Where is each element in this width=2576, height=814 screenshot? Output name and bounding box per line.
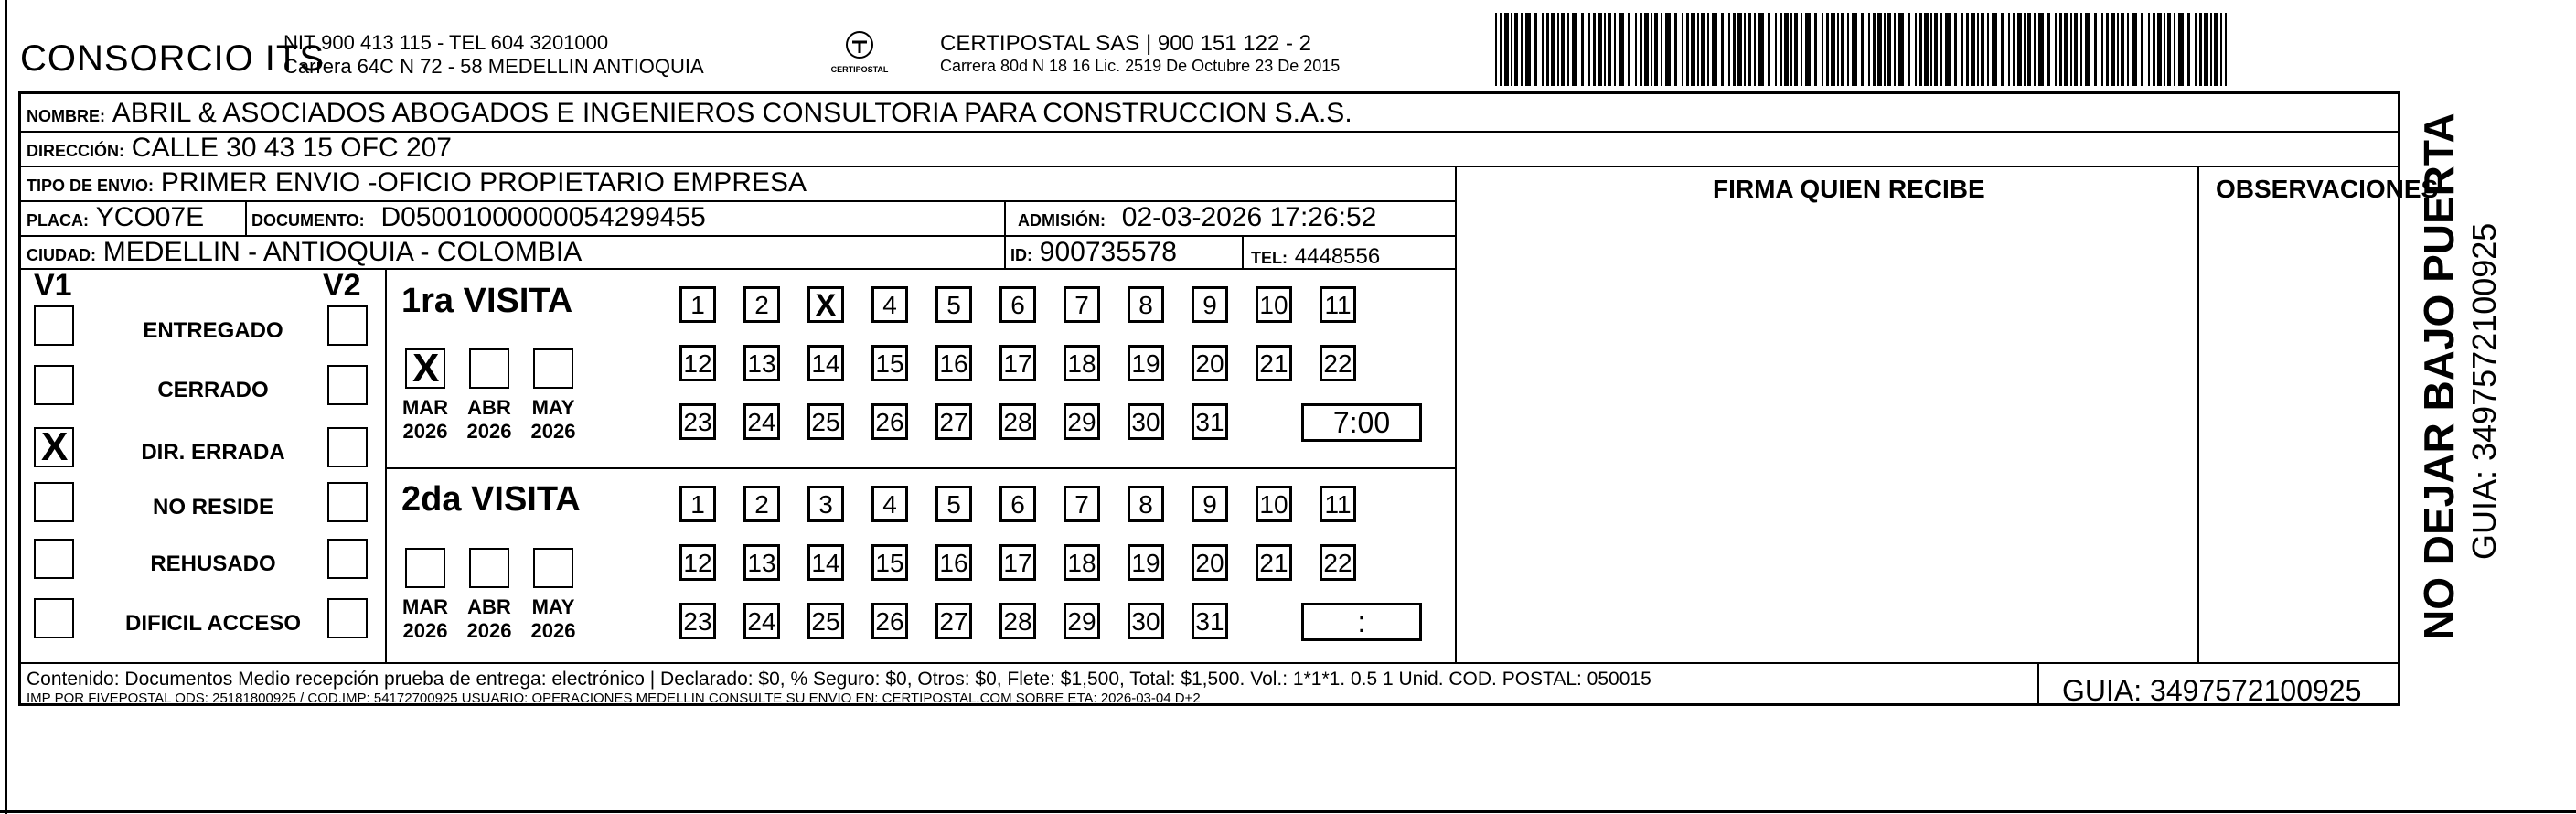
- barcode-bar: [2064, 13, 2068, 86]
- barcode-bar: [1551, 13, 1555, 86]
- barcode-bar: [1619, 13, 1624, 86]
- direccion-row: [27, 133, 452, 164]
- month-year-label: [462, 396, 517, 444]
- v2-checkbox[interactable]: [327, 305, 368, 346]
- carrier-logo: [823, 29, 896, 74]
- barcode-bar: [1758, 13, 1764, 86]
- barcode-bar: [1728, 13, 1730, 86]
- barcode-bar: [1930, 13, 1932, 86]
- barcode-bar: [1748, 13, 1751, 86]
- nombre-value: ABRIL & ASOCIADOS ABOGADOS E INGENIEROS CONSULTORIA PARA CONSTRUCCION S.A.S.: [112, 98, 1352, 128]
- barcode-bar: [1784, 13, 1789, 86]
- day-box[interactable]: 13: [743, 345, 780, 381]
- day-box[interactable]: 26: [871, 603, 908, 639]
- carrier-logo-icon: [841, 29, 878, 60]
- barcode-bar: [1614, 13, 1616, 86]
- admision-value: 02-03-2026 17:26:52: [1121, 202, 1377, 232]
- barcode-bar: [1790, 13, 1792, 86]
- barcode-bar: [2094, 13, 2097, 86]
- barcode-bar: [1801, 13, 1802, 86]
- day-box[interactable]: 16: [935, 544, 972, 581]
- day-box[interactable]: 23: [679, 603, 716, 639]
- day-box[interactable]: 5: [935, 286, 972, 323]
- barcode-bar: [1754, 13, 1756, 86]
- barcode-bar: [1504, 13, 1509, 86]
- day-box[interactable]: 9: [1192, 486, 1228, 522]
- v1-checkbox[interactable]: [34, 365, 74, 405]
- day-box[interactable]: 2: [743, 486, 780, 522]
- year-label: 2026: [466, 420, 512, 443]
- barcode-bar: [1697, 13, 1699, 86]
- day-box[interactable]: 18: [1064, 345, 1100, 381]
- barcode-bar: [2106, 13, 2109, 86]
- barcode-bar: [1954, 13, 1957, 86]
- day-box[interactable]: 22: [1320, 345, 1356, 381]
- day-box[interactable]: 26: [871, 403, 908, 440]
- day-box[interactable]: 5: [935, 486, 972, 522]
- placa-value: YCO07E: [95, 202, 205, 232]
- status-label: DIFICIL ACCESO: [124, 611, 301, 636]
- day-box[interactable]: 22: [1320, 544, 1356, 581]
- documento-label: DOCUMENTO:: [251, 211, 365, 230]
- barcode-bar: [1971, 13, 1975, 86]
- day-box[interactable]: 31: [1192, 603, 1228, 639]
- barcode-bar: [2178, 13, 2184, 86]
- direccion-value: CALLE 30 43 15 OFC 207: [131, 133, 452, 163]
- barcode-bar: [1841, 13, 1844, 86]
- barcode-bar: [2174, 13, 2175, 86]
- barcode-image: [1495, 13, 2227, 86]
- barcode-bar: [1608, 13, 1611, 86]
- day-box[interactable]: 28: [999, 603, 1036, 639]
- day-box[interactable]: 10: [1256, 286, 1292, 323]
- barcode-bar: [2001, 13, 2004, 86]
- barcode-bar: [2034, 13, 2036, 86]
- documento-value: D05001000000054299455: [380, 202, 706, 232]
- day-box[interactable]: 23: [679, 403, 716, 440]
- footer-guia: GUIA: 3497572100925: [2062, 674, 2362, 707]
- month-label: MAY: [531, 396, 575, 419]
- barcode-bar: [2153, 13, 2155, 86]
- second-visit-title: 2da VISITA: [401, 480, 581, 519]
- day-box[interactable]: 21: [1256, 544, 1292, 581]
- month-checkbox[interactable]: [533, 548, 573, 588]
- day-box[interactable]: 17: [999, 544, 1036, 581]
- barcode-bar: [1628, 13, 1630, 86]
- day-box[interactable]: 3: [807, 486, 844, 522]
- id-label: ID:: [1010, 246, 1032, 264]
- year-label: 2026: [530, 619, 576, 642]
- status-label: DIR. ERRADA: [141, 440, 285, 465]
- barcode-bar: [1814, 13, 1817, 86]
- barcode-bar: [1546, 13, 1549, 86]
- barcode-bar: [2017, 13, 2022, 86]
- day-box[interactable]: 6: [999, 286, 1036, 323]
- day-box[interactable]: 24: [743, 603, 780, 639]
- visit-time-box[interactable]: 7:00: [1301, 403, 1422, 442]
- barcode-bar: [1780, 13, 1782, 86]
- barcode-bar: [1873, 13, 1876, 86]
- day-box[interactable]: 11: [1320, 286, 1356, 323]
- barcode-bar: [2101, 13, 2103, 86]
- barcode-bar: [1894, 13, 1896, 86]
- ciudad-label: CIUDAD:: [27, 246, 96, 264]
- day-box[interactable]: 10: [1256, 486, 1292, 522]
- barcode-bar: [2027, 13, 2031, 86]
- barcode-bar: [1861, 13, 1864, 86]
- year-label: 2026: [402, 420, 448, 443]
- month-label: ABR: [467, 595, 511, 618]
- v2-label: V2: [323, 268, 361, 303]
- barcode-bar: [2074, 13, 2078, 86]
- imp-text: IMP POR FIVEPOSTAL ODS: 25181800925 / COD.IMP: 54172700925 USUARIO: OPERACIONES MEDELLIN CONSULTE SU ENVIO EN: CERTIPOSTAL.COM SOBRE ETA: 2026-03-04 D+2: [27, 691, 1201, 706]
- day-box[interactable]: 7: [1064, 486, 1100, 522]
- v1-checkbox[interactable]: [34, 305, 74, 346]
- day-box[interactable]: 8: [1128, 286, 1164, 323]
- day-box[interactable]: 19: [1128, 345, 1164, 381]
- ciudad-cell: [27, 237, 582, 268]
- ciudad-value: MEDELLIN - ANTIOQUIA - COLOMBIA: [102, 237, 583, 267]
- day-box[interactable]: 27: [935, 403, 972, 440]
- status-label: REHUSADO: [150, 552, 276, 576]
- v1-check-mark: X: [41, 424, 69, 469]
- admision-label: ADMISIÓN:: [1018, 211, 1106, 230]
- v2-checkbox[interactable]: [327, 598, 368, 638]
- year-label: 2026: [530, 420, 576, 443]
- barcode-bar: [2132, 13, 2137, 86]
- barcode-bar: [1581, 13, 1584, 86]
- barcode-bar: [1775, 13, 1777, 86]
- admision-cell: [1018, 202, 1376, 233]
- v2-checkbox[interactable]: [327, 482, 368, 522]
- barcode-bar: [1945, 13, 1951, 86]
- barcode-bar: [1737, 13, 1742, 86]
- barcode-bar: [1514, 13, 1518, 86]
- barcode-bar: [2055, 13, 2057, 86]
- observaciones-label: OBSERVACIONES: [2216, 175, 2439, 203]
- barcode-bar: [2127, 13, 2129, 86]
- page-left-border: [5, 0, 7, 814]
- barcode-bar: [2070, 13, 2072, 86]
- barcode-bar: [2225, 13, 2227, 86]
- side-guia: GUIA: 3497572100925: [2465, 222, 2503, 560]
- barcode-bar: [1644, 13, 1649, 86]
- status-label: NO RESIDE: [152, 495, 274, 519]
- barcode-bar: [1981, 13, 1984, 86]
- day-box[interactable]: 18: [1064, 544, 1100, 581]
- day-box[interactable]: 2: [743, 286, 780, 323]
- month-year-label: [398, 396, 453, 444]
- nombre-label: NOMBRE:: [27, 107, 105, 125]
- visit-time-box[interactable]: :: [1301, 603, 1422, 641]
- day-box[interactable]: 27: [935, 603, 972, 639]
- day-box[interactable]: X: [807, 286, 844, 323]
- barcode-bar: [2111, 13, 2115, 86]
- day-box[interactable]: 31: [1192, 403, 1228, 440]
- barcode-bar: [1557, 13, 1559, 86]
- barcode-bar: [1682, 13, 1683, 86]
- barcode-bar: [1826, 13, 1829, 86]
- barcode-bar: [2220, 13, 2222, 86]
- day-box[interactable]: 25: [807, 603, 844, 639]
- barcode-bar: [1525, 13, 1531, 86]
- barcode-bar: [1822, 13, 1823, 86]
- barcode-bar: [1721, 13, 1724, 86]
- day-box[interactable]: 12: [679, 544, 716, 581]
- carrier-address: Carrera 80d N 18 16 Lic. 2519 De Octubre 23 De 2015: [940, 57, 1341, 75]
- barcode-bar: [2195, 13, 2197, 86]
- barcode-bar: [1992, 13, 1997, 86]
- id-value: 900735578: [1039, 237, 1177, 267]
- barcode-bar: [1831, 13, 1835, 86]
- barcode-bar: [1635, 13, 1637, 86]
- v2-checkbox[interactable]: [327, 427, 368, 467]
- month-checkbox[interactable]: [533, 348, 573, 389]
- barcode-bar: [1924, 13, 1929, 86]
- barcode-bar: [1805, 13, 1811, 86]
- logo-text: CERTIPOSTAL: [830, 65, 889, 74]
- contenido-text: Contenido: Documentos Medio recepción prueba de entrega: electrónico | Declarado: $0, % Seguro: $0, Otros: $0, Flete: $1,500, Total: $1,500. Vol.: 1*1*1. 0.5 1 Unid. COD. POSTAL: 050015: [27, 669, 1651, 690]
- barcode-bar: [1598, 13, 1602, 86]
- barcode-bar: [2121, 13, 2124, 86]
- documento-cell: [251, 202, 706, 233]
- barcode-bar: [1640, 13, 1642, 86]
- day-box[interactable]: 8: [1128, 486, 1164, 522]
- barcode-bar: [1852, 13, 1857, 86]
- barcode-bar: [2148, 13, 2150, 86]
- day-box[interactable]: 28: [999, 403, 1036, 440]
- barcode-bar: [1707, 13, 1709, 86]
- company-address: Carrera 64C N 72 - 58 MEDELLIN ANTIOQUIA: [283, 55, 704, 78]
- day-box[interactable]: 17: [999, 345, 1036, 381]
- barcode-bar: [1768, 13, 1770, 86]
- tel-cell: [1251, 241, 1380, 270]
- month-year-label: [462, 595, 517, 643]
- v1-checkbox[interactable]: [34, 482, 74, 522]
- carrier-name: CERTIPOSTAL SAS | 900 151 122 - 2: [940, 31, 1311, 56]
- first-visit-title: 1ra VISITA: [401, 282, 573, 320]
- barcode-bar: [1966, 13, 1969, 86]
- barcode-bar: [2059, 13, 2062, 86]
- status-label: CERRADO: [157, 378, 269, 402]
- company-name: CONSORCIO ITS: [20, 38, 326, 79]
- day-box[interactable]: 30: [1128, 603, 1164, 639]
- day-box[interactable]: 7: [1064, 286, 1100, 323]
- barcode-bar: [2210, 13, 2212, 86]
- v1-checkbox[interactable]: [34, 424, 74, 469]
- barcode-bar: [1712, 13, 1717, 86]
- page-bottom-border: [0, 810, 2576, 813]
- direccion-label: DIRECCIÓN:: [27, 142, 124, 160]
- company-info: [283, 31, 704, 79]
- barcode-bar: [1674, 13, 1677, 86]
- barcode-bar: [1940, 13, 1942, 86]
- barcode-bar: [1934, 13, 1938, 86]
- day-box[interactable]: 20: [1192, 345, 1228, 381]
- barcode-bar: [1977, 13, 1979, 86]
- barcode-bar: [2038, 13, 2044, 86]
- barcode-bar: [2141, 13, 2143, 86]
- barcode-bar: [1521, 13, 1523, 86]
- day-box[interactable]: 13: [743, 544, 780, 581]
- month-label: MAY: [531, 595, 575, 618]
- month-checkbox[interactable]: [405, 548, 445, 588]
- day-box[interactable]: 16: [935, 345, 972, 381]
- barcode-bar: [2157, 13, 2162, 86]
- day-box[interactable]: 4: [871, 286, 908, 323]
- month-checkbox[interactable]: [469, 548, 509, 588]
- company-nit: NIT 900 413 115 - TEL 604 3201000: [283, 31, 609, 54]
- placa-cell: [27, 202, 204, 233]
- barcode-bar: [1651, 13, 1652, 86]
- barcode-bar: [1654, 13, 1658, 86]
- v1-checkbox[interactable]: [34, 539, 74, 579]
- firma-label: FIRMA QUIEN RECIBE: [1713, 175, 1985, 203]
- barcode-bar: [1919, 13, 1922, 86]
- month-label: ABR: [467, 396, 511, 419]
- barcode-bar: [2187, 13, 2190, 86]
- barcode-bar: [2085, 13, 2090, 86]
- barcode-bar: [1588, 13, 1590, 86]
- day-box[interactable]: 29: [1064, 403, 1100, 440]
- barcode-bar: [1572, 13, 1577, 86]
- day-box[interactable]: 12: [679, 345, 716, 381]
- barcode-bar: [1665, 13, 1671, 86]
- barcode-bar: [2008, 13, 2010, 86]
- day-box[interactable]: 29: [1064, 603, 1100, 639]
- day-box[interactable]: 9: [1192, 286, 1228, 323]
- day-box[interactable]: 6: [999, 486, 1036, 522]
- month-year-label: [526, 396, 581, 444]
- day-box[interactable]: 14: [807, 345, 844, 381]
- day-box[interactable]: 15: [871, 544, 908, 581]
- barcode-bar: [1898, 13, 1904, 86]
- day-box[interactable]: 20: [1192, 544, 1228, 581]
- barcode-bar: [1744, 13, 1746, 86]
- barcode-bar: [1877, 13, 1882, 86]
- v1-label: V1: [34, 268, 72, 303]
- barcode-bar: [2204, 13, 2208, 86]
- barcode-bar: [2013, 13, 2015, 86]
- day-box[interactable]: 1: [679, 486, 716, 522]
- barcode-bar: [1604, 13, 1606, 86]
- month-check-mark: X: [412, 346, 440, 391]
- barcode-bar: [1908, 13, 1910, 86]
- tel-label: TEL:: [1251, 249, 1288, 267]
- v2-checkbox[interactable]: [327, 539, 368, 579]
- barcode-bar: [1542, 13, 1544, 86]
- barcode-bar: [1567, 13, 1569, 86]
- barcode-bar: [1593, 13, 1596, 86]
- month-year-label: [526, 595, 581, 643]
- barcode-bar: [1661, 13, 1662, 86]
- barcode-bar: [1686, 13, 1689, 86]
- day-box[interactable]: 25: [807, 403, 844, 440]
- barcode-bar: [2167, 13, 2171, 86]
- tipo-value: PRIMER ENVIO -OFICIO PROPIETARIO EMPRESA: [160, 167, 807, 198]
- status-label: ENTREGADO: [143, 318, 283, 343]
- barcode-bar: [2214, 13, 2218, 86]
- day-box[interactable]: 14: [807, 544, 844, 581]
- year-label: 2026: [466, 619, 512, 642]
- tel-value: 4448556: [1294, 244, 1381, 269]
- day-box[interactable]: 11: [1320, 486, 1356, 522]
- barcode-bar: [2024, 13, 2026, 86]
- id-cell: [1010, 237, 1177, 268]
- barcode-bar: [1868, 13, 1870, 86]
- barcode-bar: [2080, 13, 2082, 86]
- tipo-label: TIPO DE ENVIO:: [27, 177, 155, 195]
- day-box[interactable]: 30: [1128, 403, 1164, 440]
- barcode: [1495, 13, 2227, 86]
- month-checkbox[interactable]: [469, 348, 509, 389]
- barcode-bar: [1511, 13, 1512, 86]
- side-warning: NO DEJAR BAJO PUERTA: [2415, 112, 2463, 640]
- barcode-bar: [2047, 13, 2050, 86]
- month-checkbox[interactable]: [405, 348, 445, 389]
- day-box[interactable]: 15: [871, 345, 908, 381]
- barcode-bar: [1561, 13, 1565, 86]
- v1-checkbox[interactable]: [34, 598, 74, 638]
- v2-checkbox[interactable]: [327, 365, 368, 405]
- barcode-bar: [1701, 13, 1705, 86]
- barcode-bar: [2164, 13, 2165, 86]
- tipo-row: [27, 167, 807, 198]
- year-label: 2026: [402, 619, 448, 642]
- placa-label: PLACA:: [27, 211, 89, 230]
- barcode-bar: [1733, 13, 1736, 86]
- barcode-bar: [1915, 13, 1917, 86]
- carrier-info: [940, 31, 1340, 76]
- nombre-row: [27, 98, 1352, 129]
- barcode-bar: [1534, 13, 1537, 86]
- barcode-bar: [1884, 13, 1886, 86]
- month-year-label: [398, 595, 453, 643]
- barcode-bar: [1961, 13, 1963, 86]
- barcode-bar: [1887, 13, 1891, 86]
- day-box[interactable]: 19: [1128, 544, 1164, 581]
- month-label: MAR: [401, 595, 449, 618]
- barcode-bar: [1837, 13, 1839, 86]
- barcode-bar: [2117, 13, 2119, 86]
- day-box[interactable]: 4: [871, 486, 908, 522]
- barcode-bar: [1495, 13, 1497, 86]
- barcode-bar: [1987, 13, 1989, 86]
- barcode-bar: [1847, 13, 1849, 86]
- day-box[interactable]: 24: [743, 403, 780, 440]
- day-box[interactable]: 21: [1256, 345, 1292, 381]
- barcode-bar: [2199, 13, 2202, 86]
- barcode-bar: [1691, 13, 1695, 86]
- day-box[interactable]: 1: [679, 286, 716, 323]
- barcode-bar: [1794, 13, 1798, 86]
- barcode-bar: [1500, 13, 1502, 86]
- month-label: MAR: [401, 396, 449, 419]
